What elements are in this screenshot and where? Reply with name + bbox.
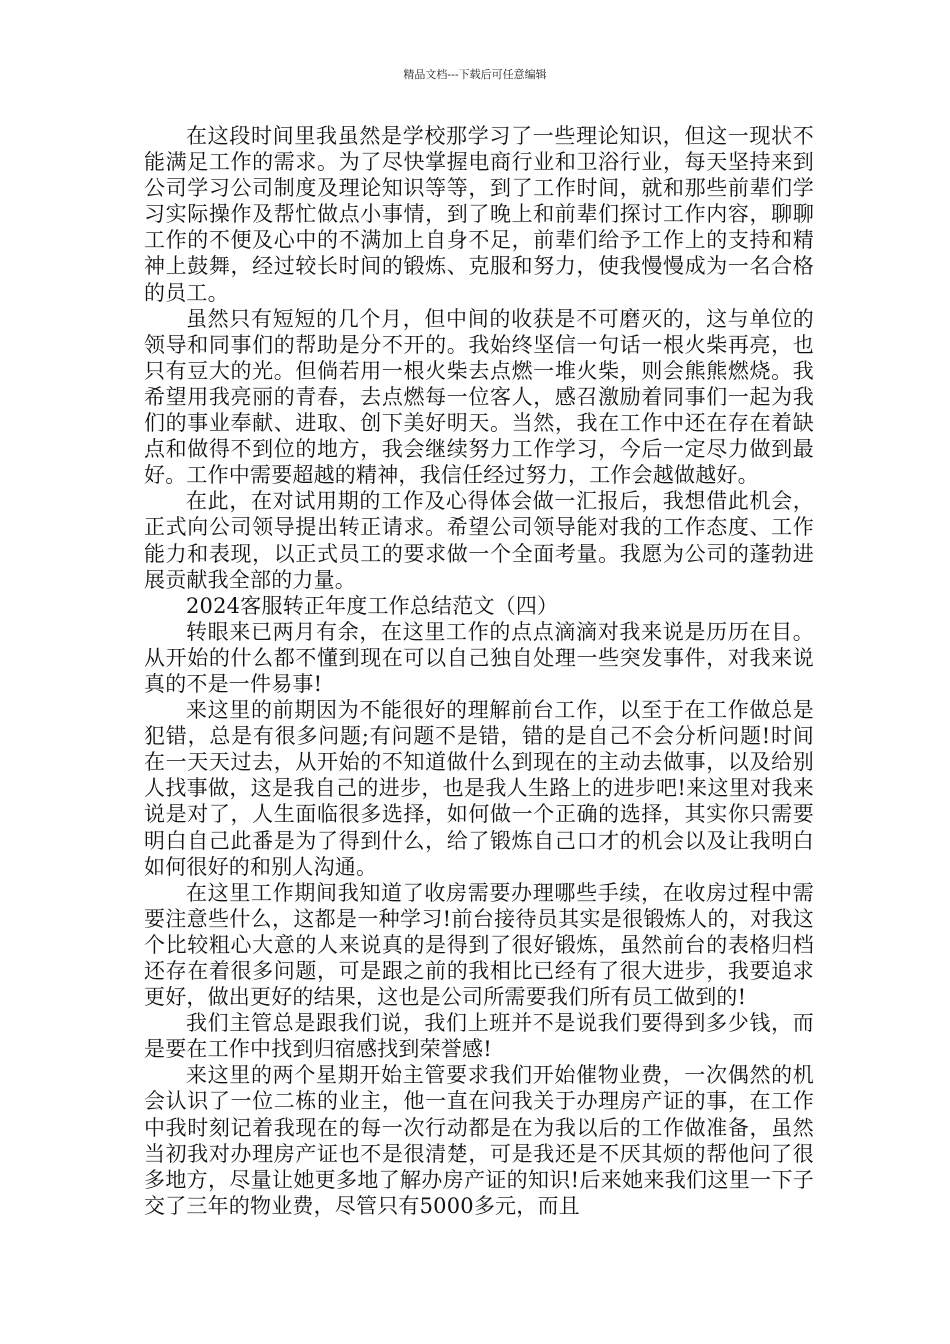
section-title: 2024客服转正年度工作总结范文（四） [186,593,559,618]
paragraph: 来这里的两个星期开始主管要求我们开始催物业费，一次偶然的机会认识了一位二栋的业主，他一直在问我关于办理房产证的事，在工作中我时刻记着我现在的每一次行动都是在为我以后的工作做准备，虽然当初我对办理房产证也不是很清楚，可是我还是不厌其烦的帮他问了很多地方，尽量让她更多地了解办房产证的知识!后来她来我们这里一下子交了三年的物业费，尽管只有5000多元，而且 [144,1063,814,1218]
paragraph: 在这段时间里我虽然是学校那学习了一些理论知识，但这一现状不能满足工作的需求。为了尽快掌握电商行业和卫浴行业，每天坚持来到公司学习公司制度及理论知识等等，到了工作时间，就和那些前辈们学习实际操作及帮忙做点小事情，到了晚上和前辈们探讨工作内容，聊聊工作的不便及心中的不满加上自身不足，前辈们给予工作上的支持和精神上鼓舞，经过较长时间的锻炼、克服和努力，使我慢慢成为一名合格的员工。 [144,124,814,305]
paragraph: 来这里的前期因为不能很好的理解前台工作，以至于在工作做总是犯错，总是有很多问题;有问题不是错，错的是自己不会分析问题!时间在一天天过去，从开始的不知道做什么到现在的主动去做事，以及给别人找事做，这是我自己的进步，也是我人生路上的进步吧!来这里对我来说是对了，人生面临很多选择，如何做一个正确的选择，其实你只需要明白自己此番是为了得到什么，给了锻炼自己口才的机会以及让我明白如何很好的和别人沟通。 [144,698,814,879]
paragraph: 转眼来已两月有余，在这里工作的点点滴滴对我来说是历历在目。从开始的什么都不懂到现在可以自己独自处理一些突发事件，对我来说真的不是一件易事! [144,619,814,696]
paragraph: 在这里工作期间我知道了收房需要办理哪些手续，在收房过程中需要注意些什么，这都是一种学习!前台接待员其实是很锻炼人的，对我这个比较粗心大意的人来说真的是得到了很好锻炼，虽然前台的表格归档还存在着很多问题，可是跟之前的我相比已经有了很大进步，我要追求更好，做出更好的结果，这也是公司所需要我们所有员工做到的! [144,880,814,1010]
paragraph: 我们主管总是跟我们说，我们上班并不是说我们要得到多少钱，而是要在工作中找到归宿感找到荣誉感! [144,1011,814,1062]
paragraph: 虽然只有短短的几个月，但中间的收获是不可磨灭的，这与单位的领导和同事们的帮助是分不开的。我始终坚信一句话一根火柴再亮，也只有豆大的光。但倘若用一根火柴去点燃一堆火柴，则会熊熊燃烧。我希望用我亮丽的青春，去点燃每一位客人，感召激励着同事们一起为我们的事业奉献、进取、创下美好明天。当然，我在工作中还在存在着缺点和做得不到位的地方，我会继续努力工作学习，今后一定尽力做到最好。工作中需要超越的精神，我信任经过努力，工作会越做越好。 [144,306,814,488]
page-header: 精品文档---下载后可任意编辑 [403,68,547,81]
document-body [144,123,814,1219]
paragraph: 在此，在对试用期的工作及心得体会做一汇报后，我想借此机会，正式向公司领导提出转正请求。希望公司领导能对我的工作态度、工作能力和表现，以正式员工的要求做一个全面考量。我愿为公司的蓬勃进展贡献我全部的力量。 [144,489,814,592]
